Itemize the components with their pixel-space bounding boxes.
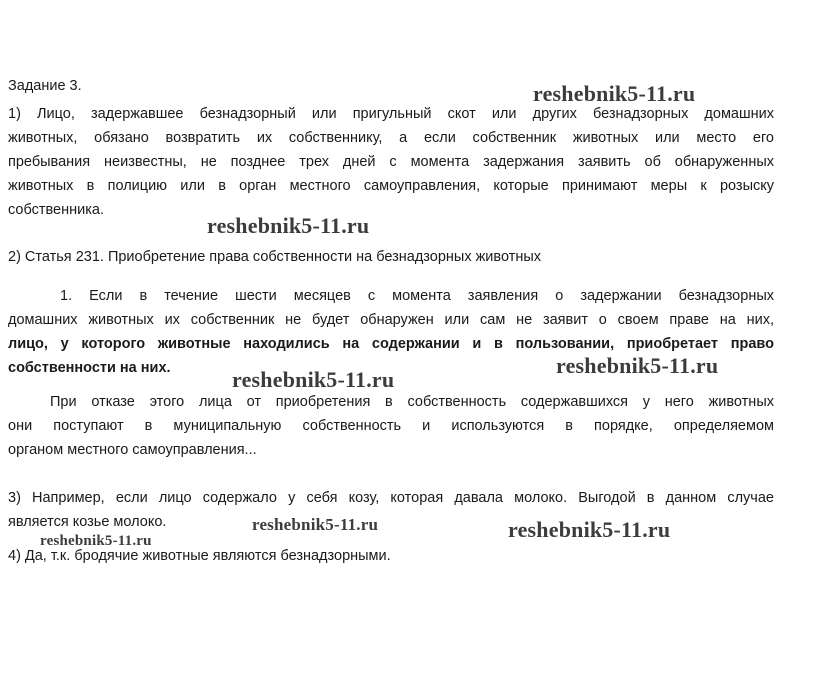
answer1-line-2: животных, обязано возвратить их собственнику, а если собственник животных или место его — [8, 130, 774, 146]
task-title: Задание 3. — [8, 78, 82, 94]
answer2-heading: 2) Статья 231. Приобретение права собственности на безнадзорных животных — [8, 249, 542, 265]
watermark: reshebnik5-11.ru — [40, 533, 152, 549]
watermark: reshebnik5-11.ru — [508, 517, 671, 542]
watermark: reshebnik5-11.ru — [207, 213, 370, 238]
watermark: reshebnik5-11.ru — [533, 81, 696, 106]
article-para1-line-4: собственности на них. — [8, 360, 171, 376]
article-para2-line-1: При отказе этого лица от приобретения в собственность содержавшихся у него животных — [50, 394, 774, 410]
answer1-line-1: 1) Лицо, задержавшее безнадзорный или пригульный скот или других безнадзорных домашних — [8, 106, 774, 122]
article-para2-line-3: органом местного самоуправления... — [8, 442, 257, 458]
watermark: reshebnik5-11.ru — [252, 515, 379, 534]
answer1-line-3: пребывания неизвестны, не позднее трех дней с момента задержания заявить об обнаруженных — [8, 154, 774, 170]
article-para1-line-1: 1. Если в течение шести месяцев с момента заявления о задержании безнадзорных — [60, 288, 774, 304]
answer1-line-5: собственника. — [8, 202, 104, 218]
article-para1-line-2: домашних животных их собственник не будет обнаружен или сам не заявит о своем праве на них, — [8, 312, 774, 328]
answer3-line-2: является козье молоко. — [8, 514, 167, 530]
answer1-line-4: животных в полицию или в орган местного самоуправления, которые принимают меры к розыску — [8, 178, 774, 194]
watermark: reshebnik5-11.ru — [556, 353, 719, 378]
article-para1-line-3: лицо, у которого животные находились на содержании и в пользовании, приобретает право — [8, 336, 774, 352]
article-para2-line-2: они поступают в муниципальную собственность и используются в порядке, определяемом — [8, 418, 774, 434]
answer3-line-1: 3) Например, если лицо содержало у себя козу, которая давала молоко. Выгодой в данном случае — [8, 490, 774, 506]
answer4: 4) Да, т.к. бродячие животные являются безнадзорными. — [8, 548, 391, 564]
watermark: reshebnik5-11.ru — [232, 367, 395, 392]
